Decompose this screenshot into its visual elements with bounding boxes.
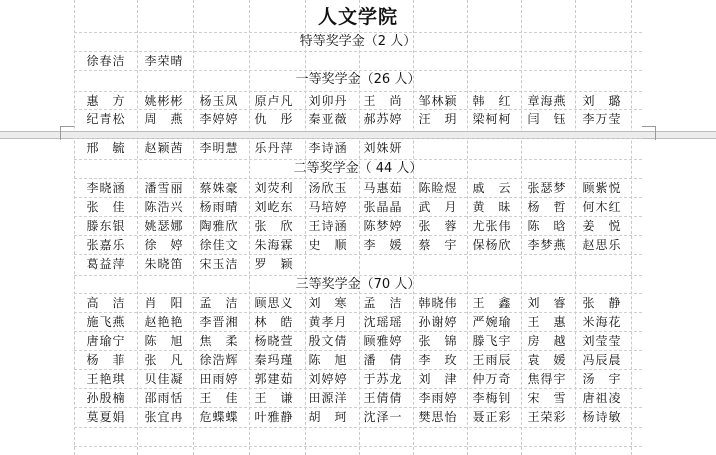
student-name: 滕飞宇 — [472, 334, 512, 348]
row-guide — [74, 275, 642, 276]
student-name: 李梅钊 — [472, 391, 512, 405]
row-guide — [74, 32, 642, 33]
student-name: 纪青松 — [86, 112, 126, 126]
student-name: 王艳琪 — [86, 372, 126, 386]
page-corner-mark — [60, 126, 74, 140]
name-row — [0, 179, 716, 197]
student-name: 姚瑟娜 — [144, 219, 184, 233]
name-row — [0, 217, 716, 235]
student-name: 闫 钰 — [527, 112, 567, 126]
document-title: 人文学院 — [317, 6, 398, 28]
student-name: 刘屹东 — [254, 200, 294, 214]
name-row — [0, 351, 716, 369]
student-name: 张 蓉 — [418, 219, 458, 233]
student-name: 蔡 宇 — [418, 238, 458, 252]
student-name: 袁 媛 — [527, 353, 567, 367]
student-name: 张 佳 — [86, 200, 126, 214]
student-name: 李 玫 — [418, 353, 458, 367]
student-name: 周 燕 — [144, 112, 184, 126]
student-name: 张瑟梦 — [527, 181, 567, 195]
student-name: 王诗涵 — [308, 219, 348, 233]
row-guide — [74, 70, 642, 71]
student-name: 仇 彤 — [254, 112, 294, 126]
student-name: 贝佳凝 — [144, 372, 184, 386]
student-name: 杨 菲 — [86, 353, 126, 367]
student-name: 沈泽一 — [363, 410, 403, 424]
student-name: 唐祖凌 — [582, 391, 622, 405]
student-name: 沈瑶瑶 — [363, 315, 403, 329]
student-name: 邹林颖 — [418, 94, 458, 108]
row-guide — [74, 427, 642, 428]
row-guide — [74, 331, 642, 332]
student-name: 肖 阳 — [144, 296, 184, 310]
student-name: 朱晓笛 — [144, 257, 184, 271]
student-name: 陈 旭 — [144, 334, 184, 348]
section-heading: 三等奖学金（70 人） — [295, 277, 421, 292]
student-name: 米海花 — [582, 315, 622, 329]
student-name: 汤 宇 — [582, 372, 622, 386]
student-name: 杨玉凤 — [199, 94, 239, 108]
page-corner-mark — [642, 126, 656, 140]
student-name: 胡 珂 — [308, 410, 348, 424]
row-guide — [74, 197, 642, 198]
student-name: 李荣晴 — [144, 54, 184, 68]
student-name: 潘雪丽 — [144, 181, 184, 195]
student-name: 宋玉洁 — [199, 257, 239, 271]
student-name: 张嘉乐 — [86, 238, 126, 252]
row-guide — [74, 350, 642, 351]
student-name: 仲万奇 — [472, 372, 512, 386]
student-name: 张宜冉 — [144, 410, 184, 424]
student-name: 李晋湘 — [199, 315, 239, 329]
student-name: 刘 璐 — [582, 94, 622, 108]
student-name: 王荣彩 — [527, 410, 567, 424]
student-name: 武 月 — [418, 200, 458, 214]
row-guide — [74, 312, 642, 313]
student-name: 陈睑煜 — [418, 181, 458, 195]
row-guide — [74, 216, 642, 217]
student-name: 李明慧 — [199, 141, 239, 155]
student-name: 李 媛 — [363, 238, 403, 252]
student-name: 顾雅婷 — [363, 334, 403, 348]
student-name: 唐瑜宁 — [86, 334, 126, 348]
row-guide — [74, 91, 642, 92]
name-row — [0, 139, 716, 157]
row-guide — [74, 254, 642, 255]
student-name: 乐丹萍 — [254, 141, 294, 155]
name-row — [0, 370, 716, 388]
name-row — [0, 332, 716, 350]
student-name: 惠 方 — [86, 94, 126, 108]
student-name: 马培婷 — [308, 200, 348, 214]
student-name: 赵艳艳 — [144, 315, 184, 329]
student-name: 孟 洁 — [199, 296, 239, 310]
student-name: 张 凡 — [144, 353, 184, 367]
student-name: 李晓涵 — [86, 181, 126, 195]
student-name: 殷文倩 — [308, 334, 348, 348]
student-name: 陶雅欣 — [199, 219, 239, 233]
student-name: 于苏龙 — [363, 372, 403, 386]
name-row — [0, 198, 716, 216]
student-name: 徐春洁 — [86, 54, 126, 68]
student-name: 田源洋 — [308, 391, 348, 405]
student-name: 王 惠 — [527, 315, 567, 329]
student-name: 梁柯柯 — [472, 112, 512, 126]
student-name: 赵颖茜 — [144, 141, 184, 155]
student-name: 徐 婷 — [144, 238, 184, 252]
student-name: 原卢凡 — [254, 94, 294, 108]
row-guide — [74, 138, 642, 139]
student-name: 刘婷婷 — [308, 372, 348, 386]
student-name: 林 皓 — [254, 315, 294, 329]
name-row — [0, 110, 716, 128]
student-name: 王 尚 — [363, 94, 403, 108]
name-row — [0, 313, 716, 331]
student-name: 邢 毓 — [86, 141, 126, 155]
name-row — [0, 52, 716, 70]
student-name: 顾思义 — [254, 296, 294, 310]
row-guide — [74, 446, 642, 447]
row-guide — [74, 51, 642, 52]
student-name: 高 洁 — [86, 296, 126, 310]
name-row — [0, 294, 716, 312]
student-name: 朱海霖 — [254, 238, 294, 252]
section-heading: 特等奖学金（2 人） — [299, 34, 417, 49]
student-name: 焦 柔 — [199, 334, 239, 348]
student-name: 秦亚薇 — [308, 112, 348, 126]
student-name: 王雨辰 — [472, 353, 512, 367]
student-name: 王 鑫 — [472, 296, 512, 310]
student-name: 汤欣玉 — [308, 181, 348, 195]
student-name: 蔡姝豪 — [199, 181, 239, 195]
student-name: 樊思怡 — [418, 410, 458, 424]
student-name: 张 静 — [582, 296, 622, 310]
student-name: 王 佳 — [199, 391, 239, 405]
student-name: 聂正彩 — [472, 410, 512, 424]
student-name: 韩晓伟 — [418, 296, 458, 310]
student-name: 张晶晶 — [363, 200, 403, 214]
student-name: 莫夏娟 — [86, 410, 126, 424]
student-name: 孙殷楠 — [86, 391, 126, 405]
student-name: 李婷婷 — [199, 112, 239, 126]
student-name: 危蝶蝶 — [199, 410, 239, 424]
student-name: 保杨欣 — [472, 238, 512, 252]
student-name: 葛益萍 — [86, 257, 126, 271]
student-name: 冯辰晨 — [582, 353, 622, 367]
student-name: 顾紫悦 — [582, 181, 622, 195]
student-name: 刘莹莹 — [582, 334, 622, 348]
student-name: 章海燕 — [527, 94, 567, 108]
student-name: 姜 悦 — [582, 219, 622, 233]
student-name: 严婉瑜 — [472, 315, 512, 329]
name-row — [0, 255, 716, 273]
student-name: 郝苏婷 — [363, 112, 403, 126]
row-guide — [74, 235, 642, 236]
student-name: 杨诗敏 — [582, 410, 622, 424]
student-name: 孟 洁 — [363, 296, 403, 310]
student-name: 史 顺 — [308, 238, 348, 252]
student-name: 杨雨晴 — [199, 200, 239, 214]
student-name: 韩 红 — [472, 94, 512, 108]
section-heading: 一等奖学金（26 人） — [295, 72, 421, 87]
student-name: 王 谦 — [254, 391, 294, 405]
student-name: 张 锦 — [418, 334, 458, 348]
student-name: 刘姝妍 — [363, 141, 403, 155]
student-name: 黄 昧 — [472, 200, 512, 214]
student-name: 施飞燕 — [86, 315, 126, 329]
row-guide — [74, 388, 642, 389]
student-name: 孙谢婷 — [418, 315, 458, 329]
student-name: 刘卯丹 — [308, 94, 348, 108]
name-row — [0, 92, 716, 110]
student-name: 郭建茹 — [254, 372, 294, 386]
student-name: 陈 旭 — [308, 353, 348, 367]
student-name: 刘 津 — [418, 372, 458, 386]
student-name: 张 欣 — [254, 219, 294, 233]
student-name: 陈 晗 — [527, 219, 567, 233]
student-name: 宋 雪 — [527, 391, 567, 405]
name-row — [0, 389, 716, 407]
student-name: 李万莹 — [582, 112, 622, 126]
student-name: 马惠茹 — [363, 181, 403, 195]
student-name: 杨 哲 — [527, 200, 567, 214]
section-heading: 二等奖学金（ 44 人） — [293, 161, 423, 176]
row-guide — [74, 407, 642, 408]
student-name: 徐浩辉 — [199, 353, 239, 367]
name-row — [0, 236, 716, 254]
student-name: 姚彬彬 — [144, 94, 184, 108]
row-guide — [74, 159, 642, 160]
student-name: 焦得宇 — [527, 372, 567, 386]
student-name: 罗 颖 — [254, 257, 294, 271]
name-row — [0, 408, 716, 426]
student-name: 房 越 — [527, 334, 567, 348]
row-guide — [74, 109, 642, 110]
student-name: 赵思乐 — [582, 238, 622, 252]
student-name: 王倩倩 — [363, 391, 403, 405]
student-name: 滕东银 — [86, 219, 126, 233]
student-name: 黄孝月 — [308, 315, 348, 329]
student-name: 杨晓萱 — [254, 334, 294, 348]
student-name: 何木红 — [582, 200, 622, 214]
student-name: 潘 倩 — [363, 353, 403, 367]
student-name: 邵雨恬 — [144, 391, 184, 405]
student-name: 李诗涵 — [308, 141, 348, 155]
student-name: 刘 睿 — [527, 296, 567, 310]
row-guide — [74, 293, 642, 294]
student-name: 李梦燕 — [527, 238, 567, 252]
student-name: 戚 云 — [472, 181, 512, 195]
student-name: 陈浩兴 — [144, 200, 184, 214]
student-name: 徐佳文 — [199, 238, 239, 252]
student-name: 叶雅静 — [254, 410, 294, 424]
student-name: 秦玛瑾 — [254, 353, 294, 367]
row-guide — [74, 369, 642, 370]
student-name: 陈梦婷 — [363, 219, 403, 233]
student-name: 刘荧利 — [254, 181, 294, 195]
student-name: 田雨婷 — [199, 372, 239, 386]
student-name: 汪 玥 — [418, 112, 458, 126]
student-name: 李雨婷 — [418, 391, 458, 405]
student-name: 刘 寒 — [308, 296, 348, 310]
student-name: 尤张伟 — [472, 219, 512, 233]
row-guide — [74, 178, 642, 179]
